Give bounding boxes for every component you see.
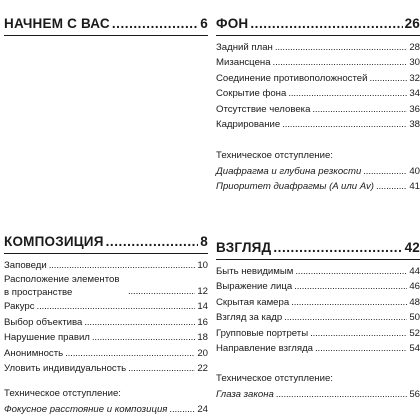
toc-entry[interactable]: Анонимность . . . 20 <box>4 346 208 361</box>
section-background <box>216 16 420 195</box>
toc-entry[interactable]: Быть невидимым . . . 44 <box>216 264 420 279</box>
section-title: КОМПОЗИЦИЯ <box>4 234 104 249</box>
toc-entry[interactable]: Задний план . . . 28 <box>216 40 420 55</box>
section-page: 8 <box>200 234 208 249</box>
toc-entry[interactable]: Выбор объектива . . . 16 <box>4 315 208 330</box>
section-page: 42 <box>404 240 420 255</box>
toc-entry[interactable]: Сокрытие фона . . . 34 <box>216 86 420 101</box>
section-heading[interactable] <box>4 234 208 250</box>
toc-entry[interactable]: Ракурс . . . 14 <box>4 299 208 314</box>
section-rule <box>216 35 420 36</box>
toc-entry-tech[interactable]: Диафрагма и глубина резкости . . . 40 <box>216 164 420 179</box>
section-rule <box>4 253 208 254</box>
toc-entry[interactable]: Выражение лица . . . 46 <box>216 279 420 294</box>
tech-note-label: Техническое отступление: <box>216 373 333 385</box>
section-heading[interactable] <box>4 16 208 32</box>
toc-entry[interactable]: Скрытая камера . . . 48 <box>216 295 420 310</box>
toc-entry[interactable]: Заповеди . . . 10 <box>4 258 208 273</box>
toc-entry[interactable]: Взгляд за кадр . . . 50 <box>216 310 420 325</box>
toc-entry-tech[interactable]: Приоритет диафрагмы (A или Av) . . . 41 <box>216 179 420 194</box>
section-title: НАЧНЕМ С ВАС <box>4 16 110 31</box>
toc-entry[interactable]: Кадрирование . . . 38 <box>216 117 420 132</box>
toc-entry[interactable]: Нарушение правил . . . 18 <box>4 330 208 345</box>
section-title: ВЗГЛЯД <box>216 240 272 255</box>
tech-note-label: Техническое отступление: <box>216 150 333 162</box>
section-composition <box>4 234 208 417</box>
section-title: ФОН <box>216 16 249 31</box>
toc-entry[interactable]: Направление взгляда . . . 54 <box>216 341 420 356</box>
section-heading[interactable] <box>216 240 420 256</box>
toc-entry[interactable]: Расположение элементов в пространстве . . . 12 <box>4 273 208 299</box>
section-heading[interactable] <box>216 16 420 32</box>
section-page: 6 <box>200 16 208 31</box>
toc-entry-tech[interactable]: Глаза закона . . . 56 <box>216 387 420 402</box>
toc-entry[interactable]: Отсутствие человека . . . 36 <box>216 102 420 117</box>
toc-entry[interactable]: Соединение противоположностей . . . 32 <box>216 71 420 86</box>
toc-entry[interactable]: Уловить индивидуальность . . . 22 <box>4 361 208 376</box>
section-page: 26 <box>404 16 420 31</box>
toc-entry[interactable]: Мизансцена . . . 30 <box>216 55 420 70</box>
section-rule <box>216 259 420 260</box>
toc-entry-tech[interactable]: Фокусное расстояние и композиция . . . 24 <box>4 402 208 417</box>
tech-note-label: Техническое отступление: <box>4 388 121 400</box>
toc-entry[interactable]: Групповые портреты . . . 52 <box>216 326 420 341</box>
section-gaze <box>216 240 420 402</box>
section-rule <box>4 35 208 36</box>
section-start-with-you <box>4 16 208 40</box>
